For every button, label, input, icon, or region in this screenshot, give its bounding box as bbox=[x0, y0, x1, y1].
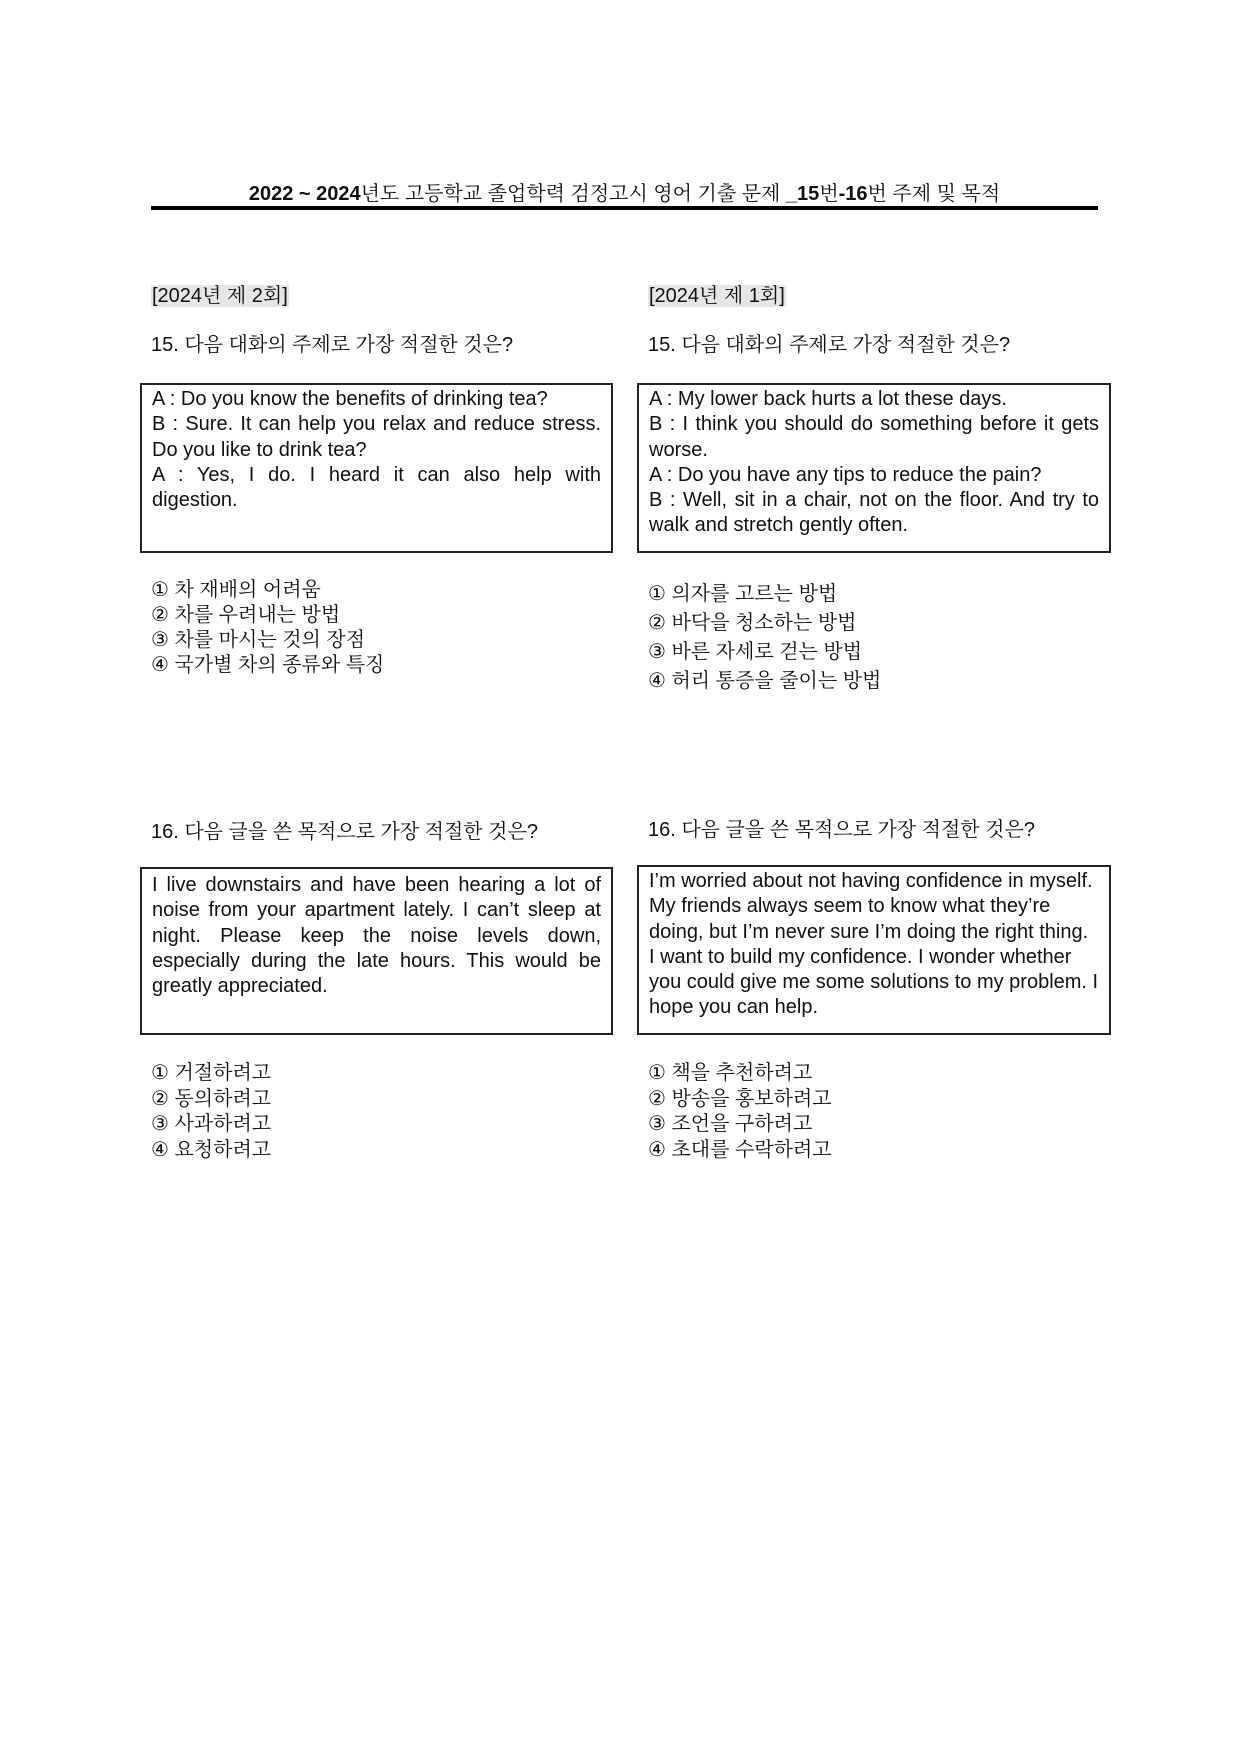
title-part: 2022 ~ 2024 bbox=[248, 183, 361, 205]
option-4[interactable]: ④ 국가별 차의 종류와 특징 bbox=[151, 654, 385, 676]
option-2[interactable]: ② 차를 우려내는 방법 bbox=[151, 604, 341, 626]
passage-text: I’m worried about not having confidence in myself. My friends always seem to know what they’re doing, but I’m never sure I’m doing the right thing. I want to build my confidence. I wonder whether you could give me some solutions to my problem. I hope you can help. bbox=[649, 870, 1099, 1019]
title-part: -16 bbox=[838, 183, 868, 205]
right-q15-question: 15. 다음 대화의 주제로 가장 적절한 것은? bbox=[648, 334, 1011, 356]
title-part: 년도 고등학교 졸업학력 검정고시 영어 기출 문제 bbox=[360, 183, 786, 205]
dialogue-line: B : Well, sit in a chair, not on the floor. And try to walk and stretch gently often. bbox=[649, 489, 1099, 537]
title-rule bbox=[151, 206, 1098, 210]
option-3[interactable]: ③ 사과하려고 bbox=[151, 1113, 272, 1135]
option-4[interactable]: ④ 허리 통증을 줄이는 방법 bbox=[648, 670, 882, 692]
right-q16-question: 16. 다음 글을 쓴 목적으로 가장 적절한 것은? bbox=[648, 819, 1035, 841]
left-q15-question: 15. 다음 대화의 주제로 가장 적절한 것은? bbox=[151, 334, 514, 356]
option-1[interactable]: ① 책을 추천하려고 bbox=[648, 1062, 813, 1084]
title-part: 번 주제 및 목적 bbox=[867, 183, 1001, 205]
option-1[interactable]: ① 거절하려고 bbox=[151, 1062, 272, 1084]
right-q15-dialogue-box bbox=[637, 383, 1111, 553]
right-exam-tag bbox=[648, 284, 786, 308]
document-title bbox=[151, 177, 1098, 206]
option-1[interactable]: ① 차 재배의 어려움 bbox=[151, 579, 321, 601]
dialogue-line: B : I think you should do something before it gets worse. bbox=[649, 413, 1099, 461]
passage-text: I live downstairs and have been hearing a lot of noise from your apartment lately. I can’t sleep at night. Please keep the noise levels down, especially during the late hours. This would be greatly appreciated. bbox=[152, 874, 601, 998]
dialogue-line: A : Do you know the benefits of drinking tea? bbox=[152, 388, 548, 410]
right-q16-passage-box bbox=[637, 865, 1111, 1035]
title-part: 번 bbox=[819, 183, 839, 205]
left-q16-question: 16. 다음 글을 쓴 목적으로 가장 적절한 것은? bbox=[151, 821, 538, 843]
exam-tag-label: [2024년 제 1회] bbox=[649, 285, 785, 307]
dialogue-line: B : Sure. It can help you relax and reduce stress. Do you like to drink tea? bbox=[152, 413, 601, 461]
left-exam-tag bbox=[151, 284, 289, 308]
left-q16-passage-box bbox=[140, 867, 613, 1035]
right-q16-options bbox=[648, 1061, 832, 1163]
option-3[interactable]: ③ 바른 자세로 걷는 방법 bbox=[648, 641, 863, 663]
left-q16-options bbox=[151, 1061, 271, 1163]
option-4[interactable]: ④ 초대를 수락하려고 bbox=[648, 1138, 832, 1161]
option-4[interactable]: ④ 요청하려고 bbox=[151, 1138, 272, 1161]
option-1[interactable]: ① 의자를 고르는 방법 bbox=[648, 583, 838, 605]
option-3[interactable]: ③ 조언을 구하려고 bbox=[648, 1113, 813, 1135]
option-2[interactable]: ② 동의하려고 bbox=[151, 1087, 272, 1110]
dialogue-line: A : Do you have any tips to reduce the pain? bbox=[649, 463, 1042, 486]
dialogue-line: A : Yes, I do. I heard it can also help with digestion. bbox=[152, 463, 601, 512]
option-2[interactable]: ② 바닥을 청소하는 방법 bbox=[648, 612, 857, 634]
dialogue-line: A : My lower back hurts a lot these days. bbox=[649, 388, 1007, 410]
option-2[interactable]: ② 방송을 홍보하려고 bbox=[648, 1087, 832, 1110]
left-q15-dialogue-box bbox=[140, 383, 613, 553]
right-q15-options bbox=[648, 580, 881, 696]
option-3[interactable]: ③ 차를 마시는 것의 장점 bbox=[151, 629, 366, 651]
left-q15-options bbox=[151, 578, 384, 678]
exam-tag-label: [2024년 제 2회] bbox=[152, 285, 288, 307]
title-part: _15 bbox=[785, 183, 820, 205]
